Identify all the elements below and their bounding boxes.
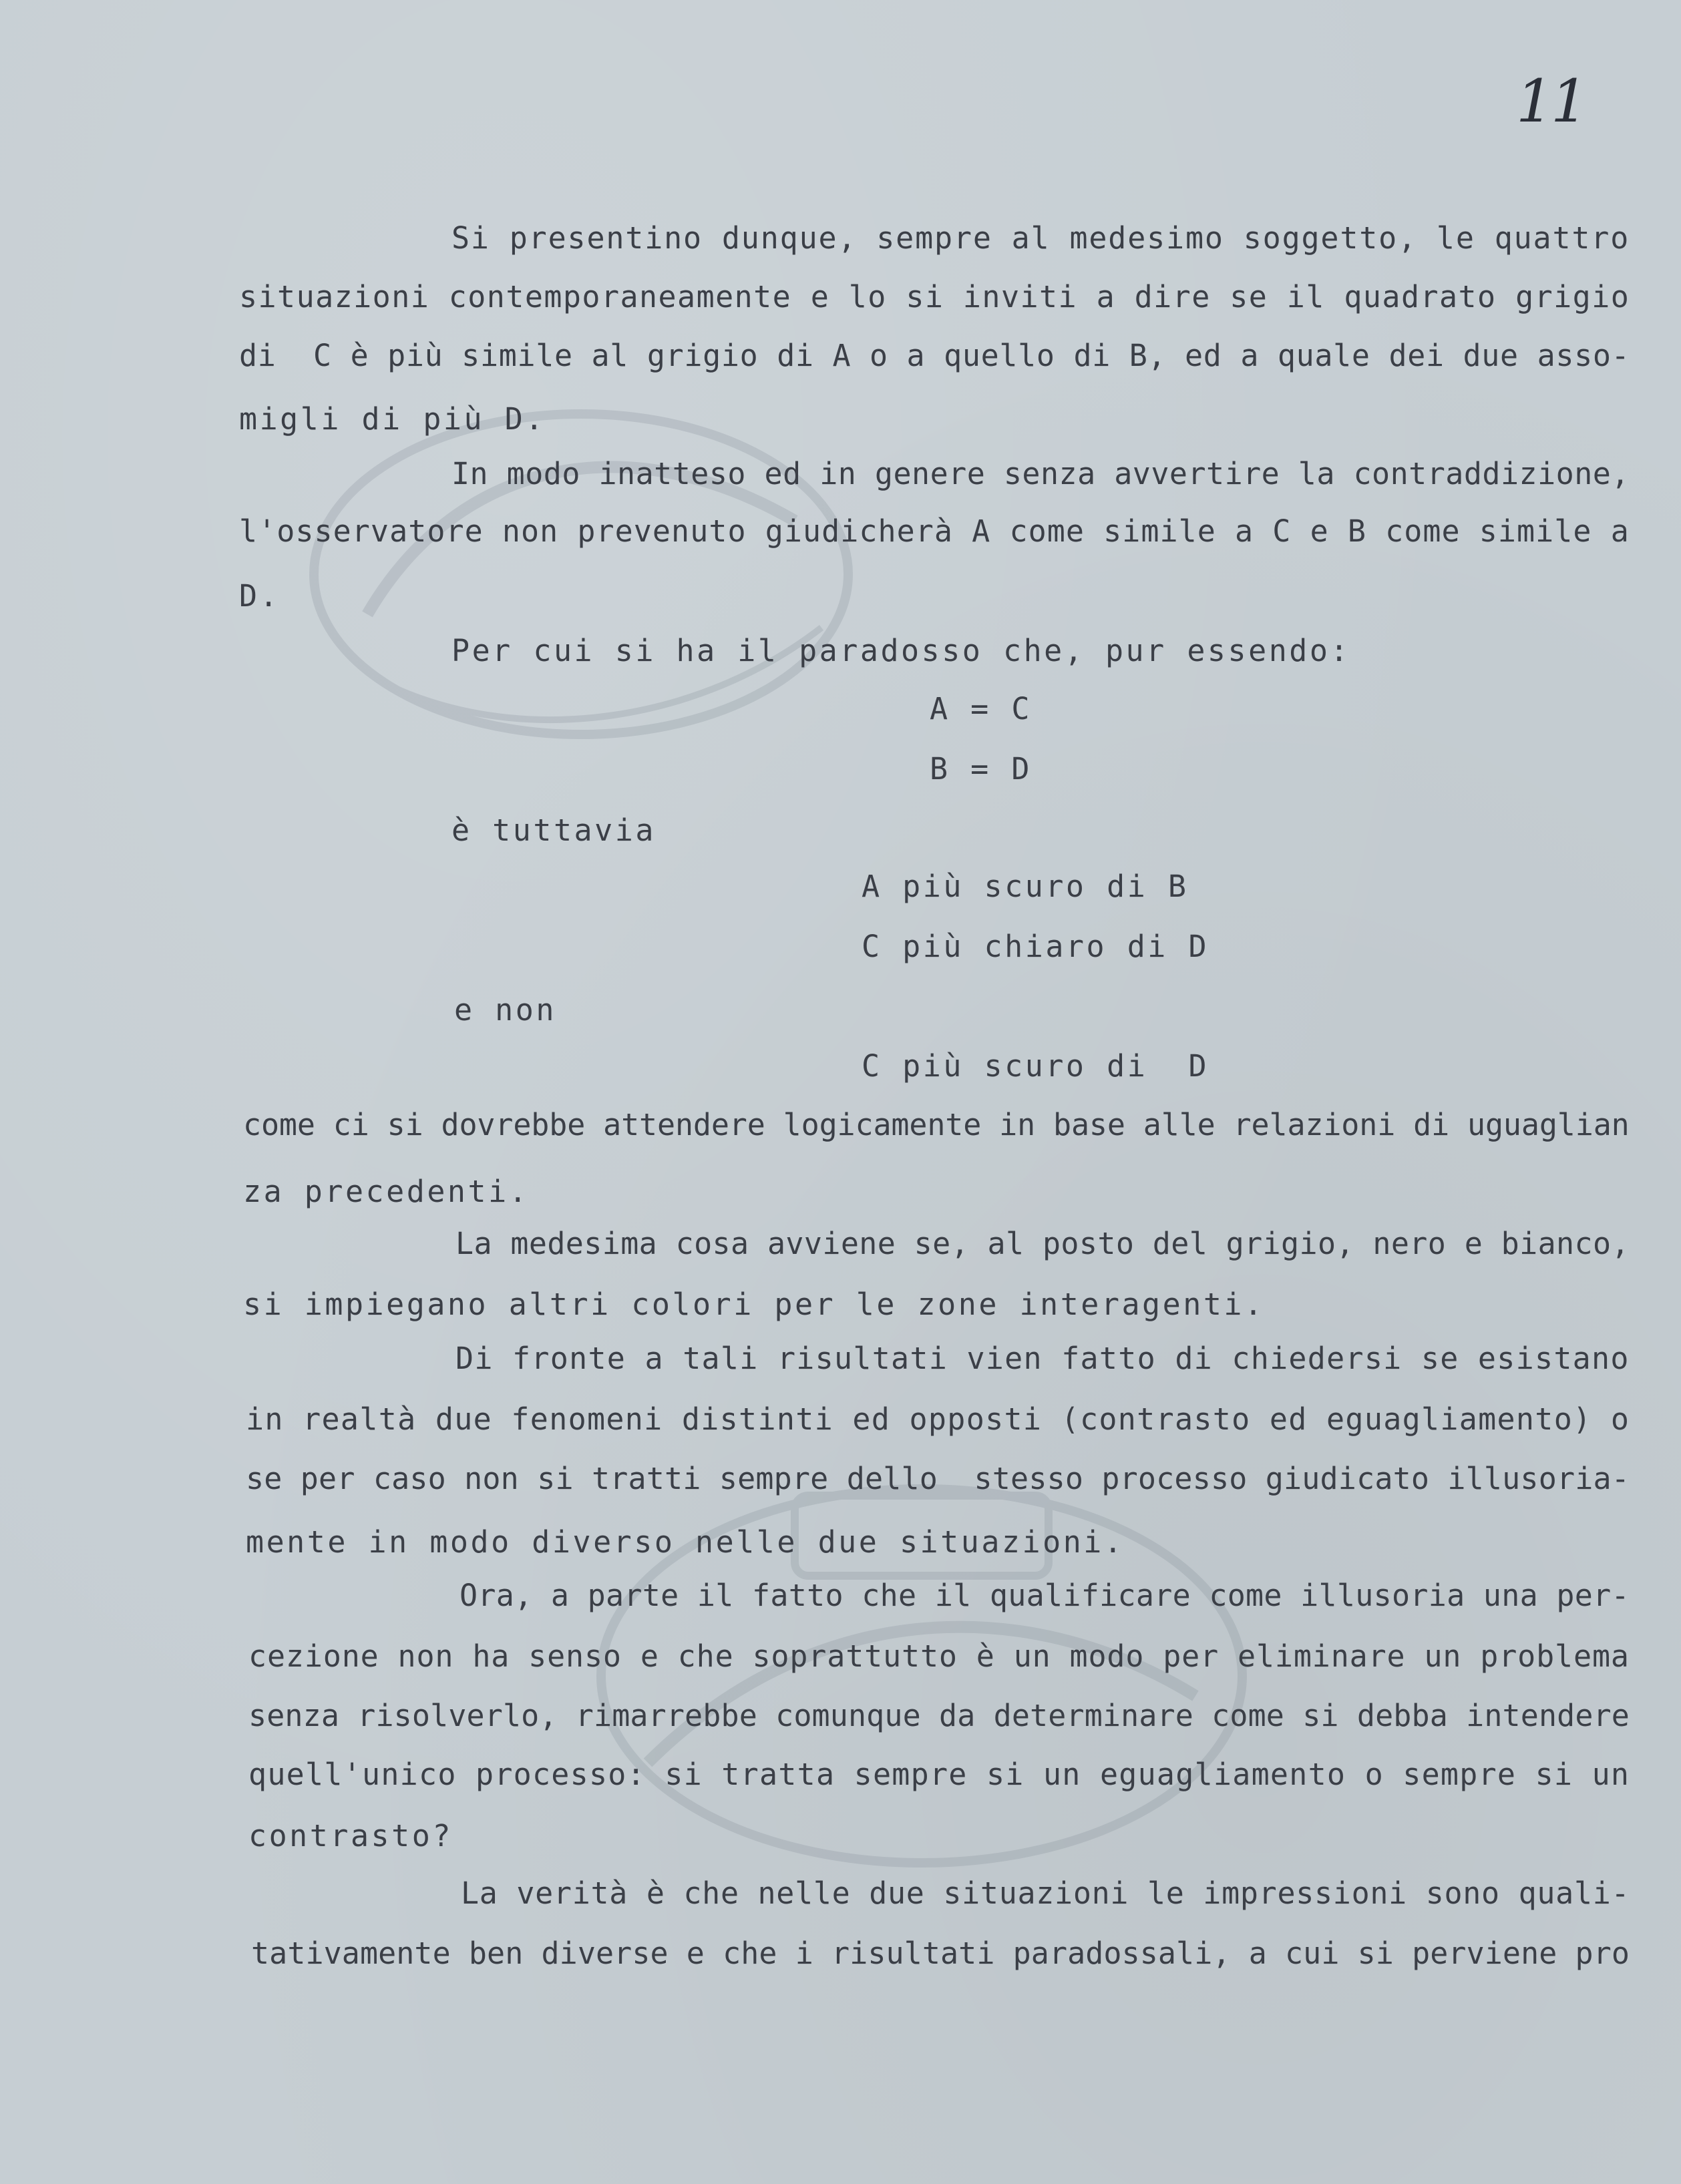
text-line: quell'unico processo: si tratta sempre si un eguagliamento o sempre si un xyxy=(248,1757,1630,1792)
text-line: senza risolverlo, rimarrebbe comunque da determinare come si debba intendere xyxy=(248,1698,1630,1733)
text-line: se per caso non si tratti sempre dello stesso processo giudicato illusoria- xyxy=(246,1461,1630,1496)
text-line: za precedenti. xyxy=(243,1174,530,1209)
relation-line: A più scuro di B xyxy=(862,869,1189,904)
text-line: La verità è che nelle due situazioni le impressioni sono quali- xyxy=(461,1876,1630,1911)
text-line: si impiegano altri colori per le zone interagenti. xyxy=(243,1287,1265,1322)
text-line: mente in modo diverso nelle due situazioni. xyxy=(246,1524,1125,1560)
text-line: come ci si dovrebbe attendere logicamente in base alle relazioni di uguaglian xyxy=(243,1107,1630,1142)
text-line: di C è più simile al grigio di A o a quello di B, ed a quale dei due asso- xyxy=(239,338,1630,373)
equation-line: A = C xyxy=(930,691,1032,726)
text-line: D. xyxy=(239,578,281,614)
text-line: situazioni contemporaneamente e lo si inviti a dire se il quadrato grigio xyxy=(239,279,1630,314)
text-line: cezione non ha senso e che soprattutto è un modo per eliminare un problema xyxy=(248,1639,1630,1674)
page-number: 11 xyxy=(1516,67,1585,136)
text-line: l'osservatore non prevenuto giudicherà A come simile a C e B come simile a xyxy=(239,513,1630,549)
text-line: migli di più D. xyxy=(239,401,546,437)
relation-line: C più chiaro di D xyxy=(862,929,1209,964)
text-line: Ora, a parte il fatto che il qualificare come illusoria una per- xyxy=(459,1578,1630,1613)
relation-line: C più scuro di D xyxy=(862,1048,1209,1084)
text-line: contrasto? xyxy=(248,1818,453,1853)
text-line: e non xyxy=(454,992,556,1028)
text-line: In modo inatteso ed in genere senza avvertire la contraddizione, xyxy=(451,456,1630,491)
text-line: Per cui si ha il paradosso che, pur essendo: xyxy=(451,633,1351,668)
text-line: Di fronte a tali risultati vien fatto di chiedersi se esistano xyxy=(455,1341,1630,1376)
text-line: è tuttavia xyxy=(451,813,656,848)
text-line: tativamente ben diverse e che i risultati paradossali, a cui si perviene pro xyxy=(251,1936,1630,1971)
text-line: in realtà due fenomeni distinti ed opposti (contrasto ed eguagliamento) o xyxy=(246,1401,1630,1437)
equation-line: B = D xyxy=(930,751,1032,787)
text-line: Si presentino dunque, sempre al medesimo soggetto, le quattro xyxy=(451,220,1630,256)
text-line: La medesima cosa avviene se, al posto del grigio, nero e bianco, xyxy=(455,1226,1630,1261)
